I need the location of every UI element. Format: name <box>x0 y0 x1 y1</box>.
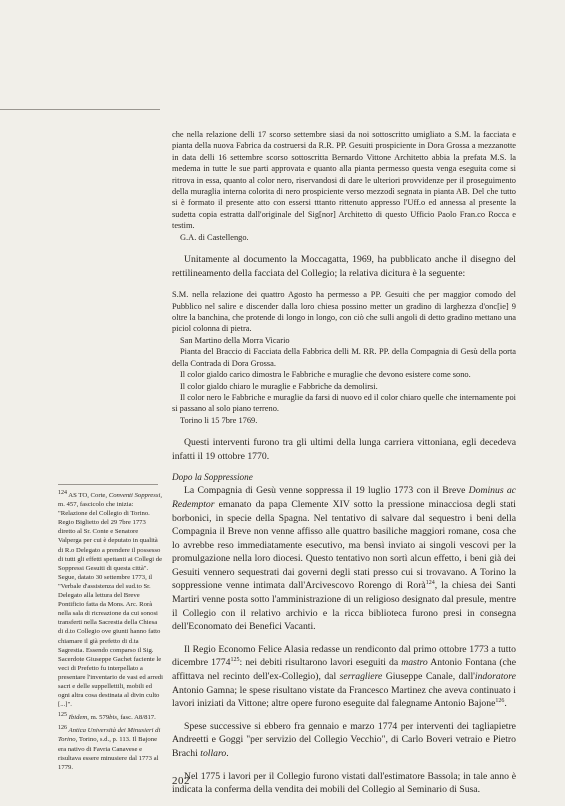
quote-line: Il color gialdo carico dimostra le Fabbriche e muraglie che devono esistere come sono. <box>180 370 471 380</box>
footnote-ref: 126 <box>495 697 505 704</box>
paragraph-6 <box>172 770 516 797</box>
footnote-ref: 124 <box>425 580 435 587</box>
paragraph-1 <box>172 253 516 280</box>
footnote-124: $^{124}$ AS TO, Corte, Conventi Soppressi, m. 457, fascicolo che inizia: "Relazione del Collegio di Torino. Regio Biglietto del 29 7bre 1773 diretto al Sr. Conte e Senatore Valperga per cui è deputato in qualità di R.o Delegato a prendere il possesso di tutti gli effetti spettanti ai Collegi de Soppressi Gesuiti di questa città". Segue, datato 30 settembre 1773, il "Verbale d'assistenza del sud.to Sr. Delegato alla lettura del Breve Pontificio fatta da Mons. Arc. Rorà nella sala di ricreazione da cui sonosi transferti nella Sacrestia della Chiesa di d.to Collegio ove giunti hanno fatto chiamare il già prefetto di d.ta Sagrestia. Essendo comparso il Sig. Sacerdote Giuseppe Gachet faciente le veci di Prefetto fu interpellato a presentare l'inventario de vasi ed arredi sacri e delle suppellettili, mobili ed ogni altra cosa destinata al divin culto [...]". <box>58 489 163 709</box>
quote-text: S.M. nella relazione dei quattro Agosto ha permesso a PP. Gesuiti che per maggior comodo del Pubblico nel salire e discender dalla loro chiesa possino metter un gradino di larghezza d'onc[ie] 9 oltre la banchina, che protende di longo in longo, con ciò che sulli angoli di detto gradino mettano una piciol colonna di pietra. <box>172 290 516 334</box>
main-column <box>172 129 516 806</box>
footnote-125: $^{125}$ Ibidem, m. 579bis, fasc. A8/817. <box>58 712 156 722</box>
footnote-ref: 125 <box>230 657 240 664</box>
footnote-126: $^{126}$ Antica Università dei Minusieri di Torino, Torino, s.d., p. 113. Il Bajone era nativo di Favria Canavese e risultava essere minusiere dal 1773 al 1779. <box>58 725 161 771</box>
page-number: 202 <box>172 775 190 787</box>
paragraph-text: Questi interventi furono tra gli ultimi della lunga carriera vittoniana, egli decedeva infatti il 19 ottobre 1770. <box>172 437 516 462</box>
quote-block-1 <box>172 129 516 243</box>
quote-text: che nella relazione delli 17 scorso settembre siasi da noi sottoscritto umigliato a S.M. la facciata e pianta della nuova Fabrica da costruersi da R.R. PP. Gesuiti prospiciente in Dora Grossa a mezzanotte in data delli 16 settembre scorso sottoscritta Bernardo Vittone Architetto abbia la prefata M.S. la medema in tutte le sue parti approvata e quanto alla pianta permesso questa venga eseguita come si ritrova in essa, quanto al color nero, riservandosi di dare le ulteriori provvidenze per il proseguimento della muraglia interna colorita di nero prospiciente verso mezzodì segnata in pianta AB. Del che tutto si è formato il presente atto con essersi tttanto rittenuto appresso l'Uff.o ed annessa al presente la sudetta copia estratta dall'originale del Sig[nor] Architetto di questo Ufficio Paolo Fran.co Rocca e testim. <box>172 130 516 231</box>
quote-line: San Martino della Morra Vicario <box>180 335 290 345</box>
section-heading: Dopo la Soppressione <box>172 472 253 483</box>
paragraph-text: Unitamente al documento la Moccagatta, 1969, ha pubblicato anche il disegno del rettilineamento della facciata del Collegio; la relativa dicitura è la seguente: <box>172 254 516 279</box>
quote-block-2 <box>172 289 516 426</box>
paragraph-text: Nel 1775 i lavori per il Collegio furono vistati dall'estimatore Bassola; in tale anno è indicata la conferma della vendita dei mobili del Collegio al Seminario di Susa. <box>172 770 516 796</box>
paragraph-text: La Compagnia di Gesù venne soppressa il 19 luglio 1773 con il Breve Dominus ac Redemptor emanato da papa Clemente XIV sotto la pressione minacciosa degli stati borbonici, in specie della Spagna. Nel tentativo di salvare dal sequestro i beni della Compagnia il Breve non venne affisso alle quattro basiliche maggiori romane, cosa che lo avrebbe reso immediatamente esecutivo, ma bensì inviato ai singoli vescovi per la promulgazione nella loro diocesi. Questo tentativo non sortì alcun effetto, i beni già dei Gesuiti vennero sequestrati dai governi degli stati presso cui si trovavano. A Torino la soppressione venne intimata dall'Arcivescovo Rorengo di Rorà$^{124}$, la chiesa dei Santi Martiri venne posta sotto l'amministrazione di un religioso designato dal presule, mentre il Collegio con il relativo archivio e la ricca biblioteca furono presi in consegna dell'Economato dei Benefici Vacanti. <box>172 485 516 633</box>
paragraph-2 <box>172 436 516 463</box>
quote-line: Il color gialdo chiaro le muraglie e Fabbriche da demolirsi. <box>180 381 378 391</box>
quote-signature: G.A. di Castellengo. <box>180 232 249 242</box>
paragraph-4 <box>172 643 516 711</box>
quote-line: Il color nero le Fabbriche e muraglie da farsi di nuovo ed il color chiaro quelle che internamente poi si passano al solo piano terreno. <box>172 392 516 414</box>
header-rule <box>0 109 160 110</box>
paragraph-text: Spese successive si ebbero fra gennaio e marzo 1774 per interventi dei tagliapietre Andreetti e Goggi "per servizio del Collegio Vecchio", di Carlo Boveri vetraio e Pietro Brachi tollaro. <box>172 720 516 759</box>
paragraph-5 <box>172 720 516 761</box>
paragraph-text: Il Regio Economo Felice Alasia redasse un rendiconto dal primo ottobre 1773 a tutto dicembre 1774$^{125}$: nei debiti risultarono lavori eseguiti da mastro Antonio Fontana (che affittava nel recinto dell'ex-Collegio), dal serragliere Giuseppe Canale, dall'indoratore Antonio Gamna; le spese risultano vistate da Francesco Martinez che aveva continuato i lavori iniziati da Vittone; altre opere furono eseguite dal falegname Antonio Bajone$^{126}$. <box>172 643 516 710</box>
quote-line: Pianta del Braccio di Facciata della Fabbrica delli M. RR. PP. della Compagnia di Gesù della porta della Contrada di Dora Grossa. <box>172 347 516 368</box>
quote-date: Torino li 15 7bre 1769. <box>180 415 258 425</box>
footnote-rule <box>58 484 158 485</box>
footnotes <box>58 491 163 776</box>
paragraph-3 <box>172 484 516 634</box>
